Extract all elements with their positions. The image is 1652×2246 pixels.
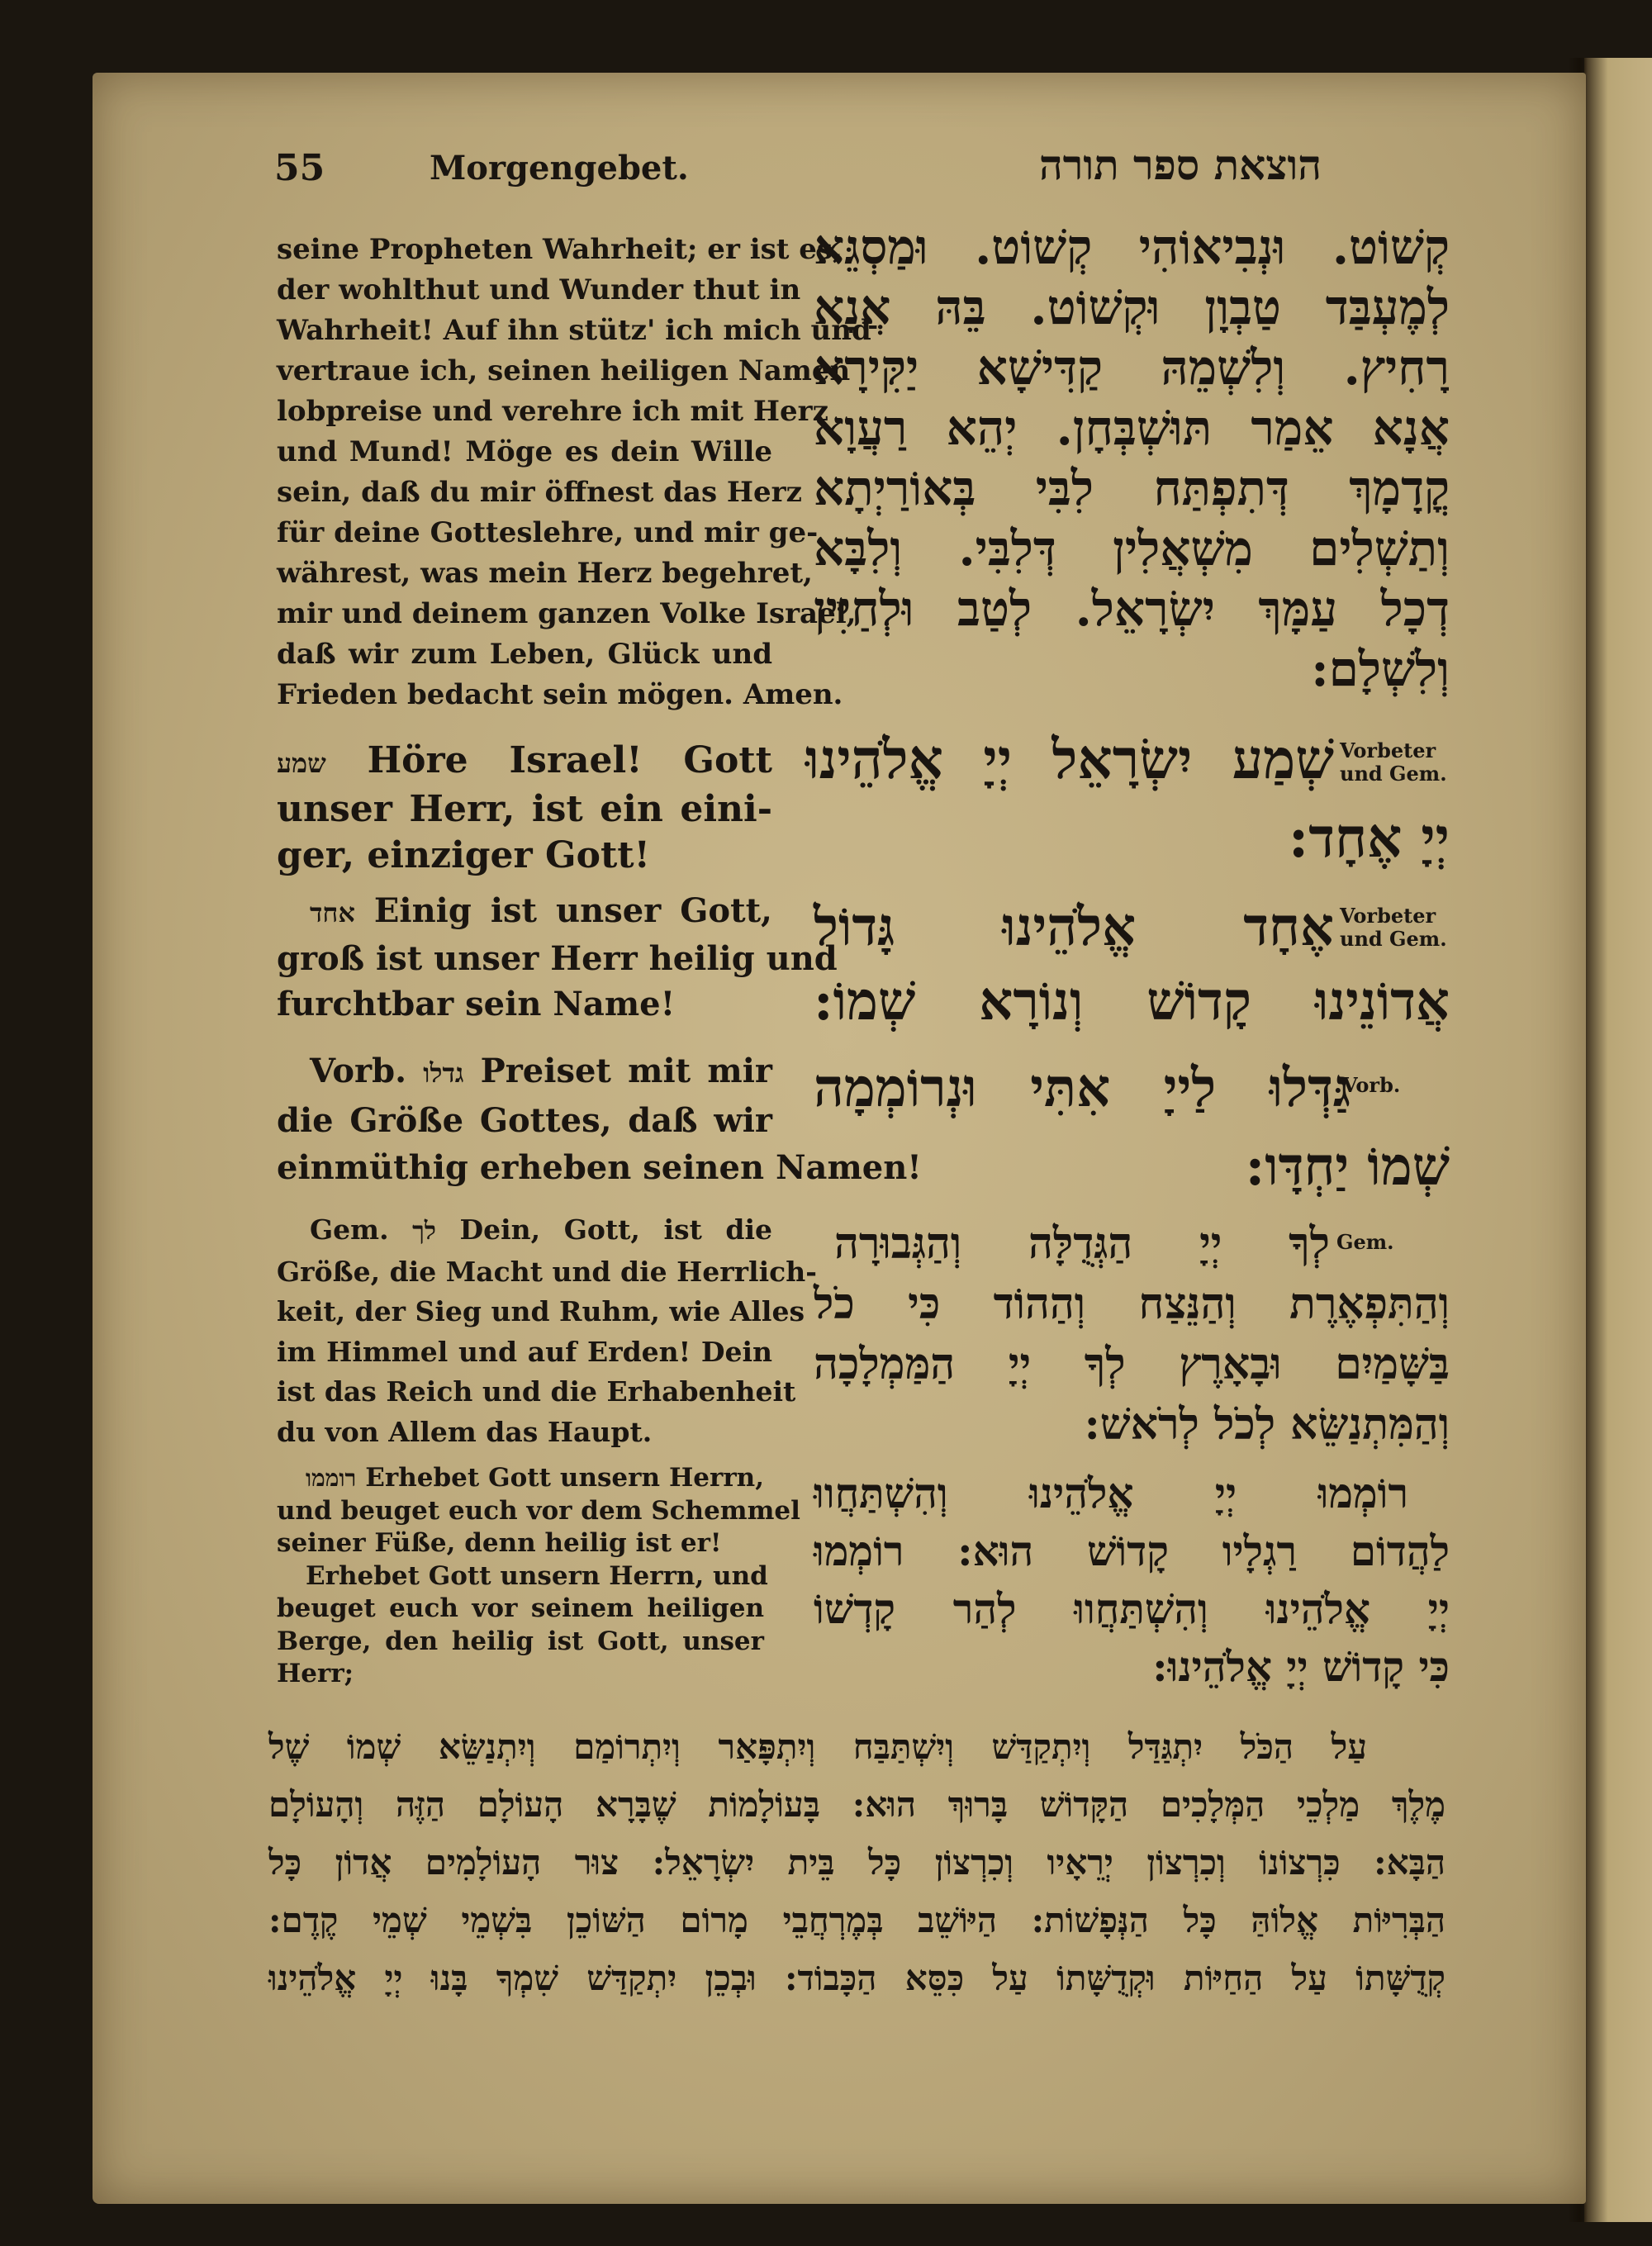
echad-keyword: אחד xyxy=(310,897,355,928)
speaker-label-line: und Gem. xyxy=(1340,927,1447,951)
lecha-hebrew-line: וְהַמִּתְנַשֵּׂא לְכֹל לְרֹאשׁ: xyxy=(1084,1399,1450,1450)
bottom-hebrew-line: קְדֻשָּׁתוֹ עַל הַחַיּוֹת וּקְדֻשָּׁתוֹ עַל כִּסֵּא הַכָּבוֹד: וּבְכֵן יִתְקַדַּשׁ שִׁמְךָ בָּנוּ יְיָ אֱלֹהֵינוּ xyxy=(268,1958,1446,1998)
german-line: daß wir zum Leben, Glück und xyxy=(277,638,772,671)
gadlu-speaker: Vorb. xyxy=(310,1052,407,1090)
echad-hebrew-line: אֶחָד אֱלֹהֵינוּ גָּדוֹל xyxy=(814,896,1334,958)
echad-german-line: groß ist unser Herr heilig und xyxy=(277,939,838,978)
gadlu-german-line: die Größe Gottes, daß wir xyxy=(277,1101,772,1140)
romemu-german-text: Erhebet Gott unsern Herrn, xyxy=(365,1463,764,1493)
bottom-hebrew-line: הַבָּא: כִּרְצוֹנוֹ וְכִרְצוֹן יְרֵאָיו וְכִרְצוֹן כָּל בֵּית יִשְׂרָאֵל: צוּר הָעוֹלָמִים אֲדוֹן כָּל xyxy=(268,1842,1446,1883)
echad-german xyxy=(277,888,838,1027)
gadlu-german-line: einmüthig erheben seinen Namen! xyxy=(277,1148,922,1187)
romemu-german-line: Berge, den heilig ist Gott, unser xyxy=(277,1626,764,1656)
gadlu-hebrew-line: שְׁמוֹ יַחְדָּו: xyxy=(1245,1136,1450,1198)
german-line: sein, daß du mir öffnest das Herz xyxy=(277,476,802,509)
german-line: vertraue ich, seinen heiligen Namen xyxy=(277,354,851,387)
romemu-hebrew-line: רוֹמְמוּ יְיָ אֱלֹהֵינוּ וְהִשְׁתַּחֲווּ xyxy=(814,1469,1408,1517)
running-title-hebrew: הוצאת ספר תורה xyxy=(1039,140,1322,189)
shema-german-line-1 xyxy=(277,738,772,786)
lecha-hebrew-line: בַּשָּׁמַיִם וּבָאָרֶץ לְךָ יְיָ הַמַּמְלָכָה xyxy=(814,1339,1450,1389)
echad-german-line: furchtbar sein Name! xyxy=(277,985,676,1023)
speaker-label: Vorb. xyxy=(1342,1073,1401,1097)
lecha-german-line: Größe, die Macht und die Herrlich- xyxy=(277,1255,817,1288)
lecha-hebrew-line: לְךָ יְיָ הַגְּדֻלָּה וְהַגְּבוּרָה xyxy=(834,1218,1330,1269)
hebrew-line: וְתַשְׁלִים מִשְׁאֲלִין דְּלִבִּי. וְלִבָּא xyxy=(814,520,1450,577)
romemu-german-line: und beuget euch vor dem Schemmel xyxy=(277,1495,800,1526)
german-line: lobpreise und verehre ich mit Herz xyxy=(277,395,828,428)
shema-german-line: ger, einziger Gott! xyxy=(277,834,650,876)
german-line: Wahrheit! Auf ihn stütz' ich mich und xyxy=(277,314,871,347)
bottom-hebrew-line: מֶלֶךְ מַלְכֵי הַמְּלָכִים הַקָּדוֹשׁ בָּרוּךְ הוּא: בָּעוֹלָמוֹת שֶׁבָּרָא הָעוֹלָם הַזֶּה וְהָעוֹלָם xyxy=(268,1784,1446,1825)
speaker-label xyxy=(1340,905,1447,951)
german-line: und Mund! Möge es dein Wille xyxy=(277,435,772,468)
lecha-speaker: Gem. xyxy=(310,1213,389,1246)
lecha-keyword: לך xyxy=(412,1217,436,1246)
gadlu-german-line-1 xyxy=(277,1047,772,1097)
hebrew-line: קֳדָמָךְ דְּתִפְתַּח לִבִּי בְּאוֹרַיְתָא xyxy=(814,460,1450,516)
romemu-german xyxy=(277,1462,800,1691)
romemu-keyword: רוממו xyxy=(306,1465,357,1492)
lecha-german xyxy=(277,1210,817,1452)
speaker-label-line: und Gem. xyxy=(1340,762,1447,786)
lecha-german-line: keit, der Sieg und Ruhm, wie Alles xyxy=(277,1295,805,1327)
german-line: mir und deinem ganzen Volke Israel, xyxy=(277,597,857,630)
gadlu-keyword: גדלו xyxy=(423,1057,464,1089)
shema-german-line: unser Herr, ist ein eini- xyxy=(277,788,772,830)
german-line: für deine Gotteslehre, und mir ge- xyxy=(277,516,819,549)
romemu-german-line: beuget euch vor seinem heiligen xyxy=(277,1593,764,1623)
hebrew-line: וְלִשְׁלָם: xyxy=(1311,641,1450,697)
shema-hebrew-line: יְיָ אֶחָד: xyxy=(1288,805,1450,870)
hebrew-line: לְמֶעְבַּד טַבְוָן וּקְשׁוֹט. בֵּהּ אֲנָא xyxy=(814,279,1450,335)
hebrew-line: קְשׁוֹט. וּנְבִיאוֹהִי קְשׁוֹט. וּמַסְגֵּא xyxy=(814,219,1450,275)
running-title-german: Morgengebet. xyxy=(430,149,689,188)
speaker-label-line: Vorbeter xyxy=(1340,738,1436,762)
lecha-german-line-1 xyxy=(277,1210,772,1252)
shema-keyword: שמע xyxy=(277,748,326,779)
gadlu-german-text: Preiset mit mir xyxy=(480,1052,772,1090)
echad-german-text: Einig ist unser Gott, xyxy=(373,891,772,930)
romemu-german-line: seiner Füße, denn heilig ist er! xyxy=(277,1528,722,1558)
romemu-german-line: Erhebet Gott unsern Herrn, und xyxy=(306,1560,768,1591)
german-line: währest, was mein Herz begehret, xyxy=(277,557,813,590)
page-number: 55 xyxy=(274,147,325,189)
hebrew-line: אֲנָא אֵמַר תּוּשְׁבְּחָן. יְהֵא רַעֲוָא xyxy=(814,400,1450,456)
german-line: der wohlthut und Wunder thut in xyxy=(277,273,801,306)
echad-german-line-1 xyxy=(277,888,772,936)
speaker-label xyxy=(1340,739,1447,786)
romemu-hebrew-line: לַהֲדוֹם רַגְלָיו קָדוֹשׁ הוּא: רוֹמְמוּ xyxy=(814,1527,1450,1575)
shema-german xyxy=(277,738,772,879)
lecha-hebrew-line: וְהַתִּפְאֶרֶת וְהַנֵּצַח וְהַהוֹד כִּי כֹל xyxy=(814,1279,1450,1329)
speaker-label: Gem. xyxy=(1336,1230,1394,1254)
gadlu-hebrew-line: גַּדְּלוּ לַייָ אִתִּי וּנְרוֹמְמָה xyxy=(814,1057,1351,1119)
echad-hebrew-line: אֲדוֹנֵינוּ קָדוֹשׁ וְנוֹרָא שְׁמוֹ: xyxy=(814,971,1450,1033)
hebrew-line: דְכָל עַמָּךְ יִשְׂרָאֵל. לְטַב וּלְחַיִּין xyxy=(814,581,1450,637)
german-line: seine Propheten Wahrheit; er ist es, xyxy=(277,233,843,266)
lecha-german-line: du von Allem das Haupt. xyxy=(277,1415,653,1448)
shema-hebrew-line: שְׁמַע יִשְׂרָאֵל יְיָ אֱלֹהֵינוּ xyxy=(805,727,1334,791)
gadlu-german xyxy=(277,1047,922,1191)
hebrew-line: רָחִיץ. וְלִשְׁמֵהּ קַדִּישָׁא יַקִּירָא xyxy=(814,340,1450,396)
shema-german-text: Höre Israel! Gott xyxy=(367,739,772,781)
romemu-hebrew-line: כִּי קָדוֹשׁ יְיָ אֱלֹהֵינוּ: xyxy=(1152,1642,1450,1691)
lecha-german-text: Dein, Gott, ist die xyxy=(459,1213,772,1246)
romemu-german-line-1 xyxy=(277,1462,764,1495)
romemu-hebrew-line: יְיָ אֱלֹהֵינוּ וְהִשְׁתַּחֲווּ לְהַר קָדְשׁוֹ xyxy=(814,1584,1450,1633)
next-page-edge xyxy=(1584,58,1652,2222)
lecha-german-line: ist das Reich und die Erhabenheit xyxy=(277,1375,796,1408)
german-line: Frieden bedacht sein mögen. Amen. xyxy=(277,678,843,711)
speaker-label-line: Vorbeter xyxy=(1340,904,1436,928)
lecha-german-line: im Himmel und auf Erden! Dein xyxy=(277,1335,772,1368)
romemu-german-line: Herr; xyxy=(277,1659,354,1688)
bottom-hebrew-line: הַבְּרִיּוֹת אֱלוֹהַּ כָּל הַנְּפָשׁוֹת: הַיּוֹשֵׁב בְּמֶרְחֲבֵי מָרוֹם הַשּׁוֹכֵן בִּשְׁמֵי שְׁמֵי קֶדֶם: xyxy=(268,1900,1446,1940)
bottom-hebrew-line: עַל הַכֹּל יִתְגַּדַּל וְיִתְקַדַּשׁ וְיִשְׁתַּבַּח וְיִתְפָּאַר וְיִתְרוֹמַם וְיִתְנַשֵּׂא שְׁמוֹ שֶׁל xyxy=(268,1726,1367,1767)
